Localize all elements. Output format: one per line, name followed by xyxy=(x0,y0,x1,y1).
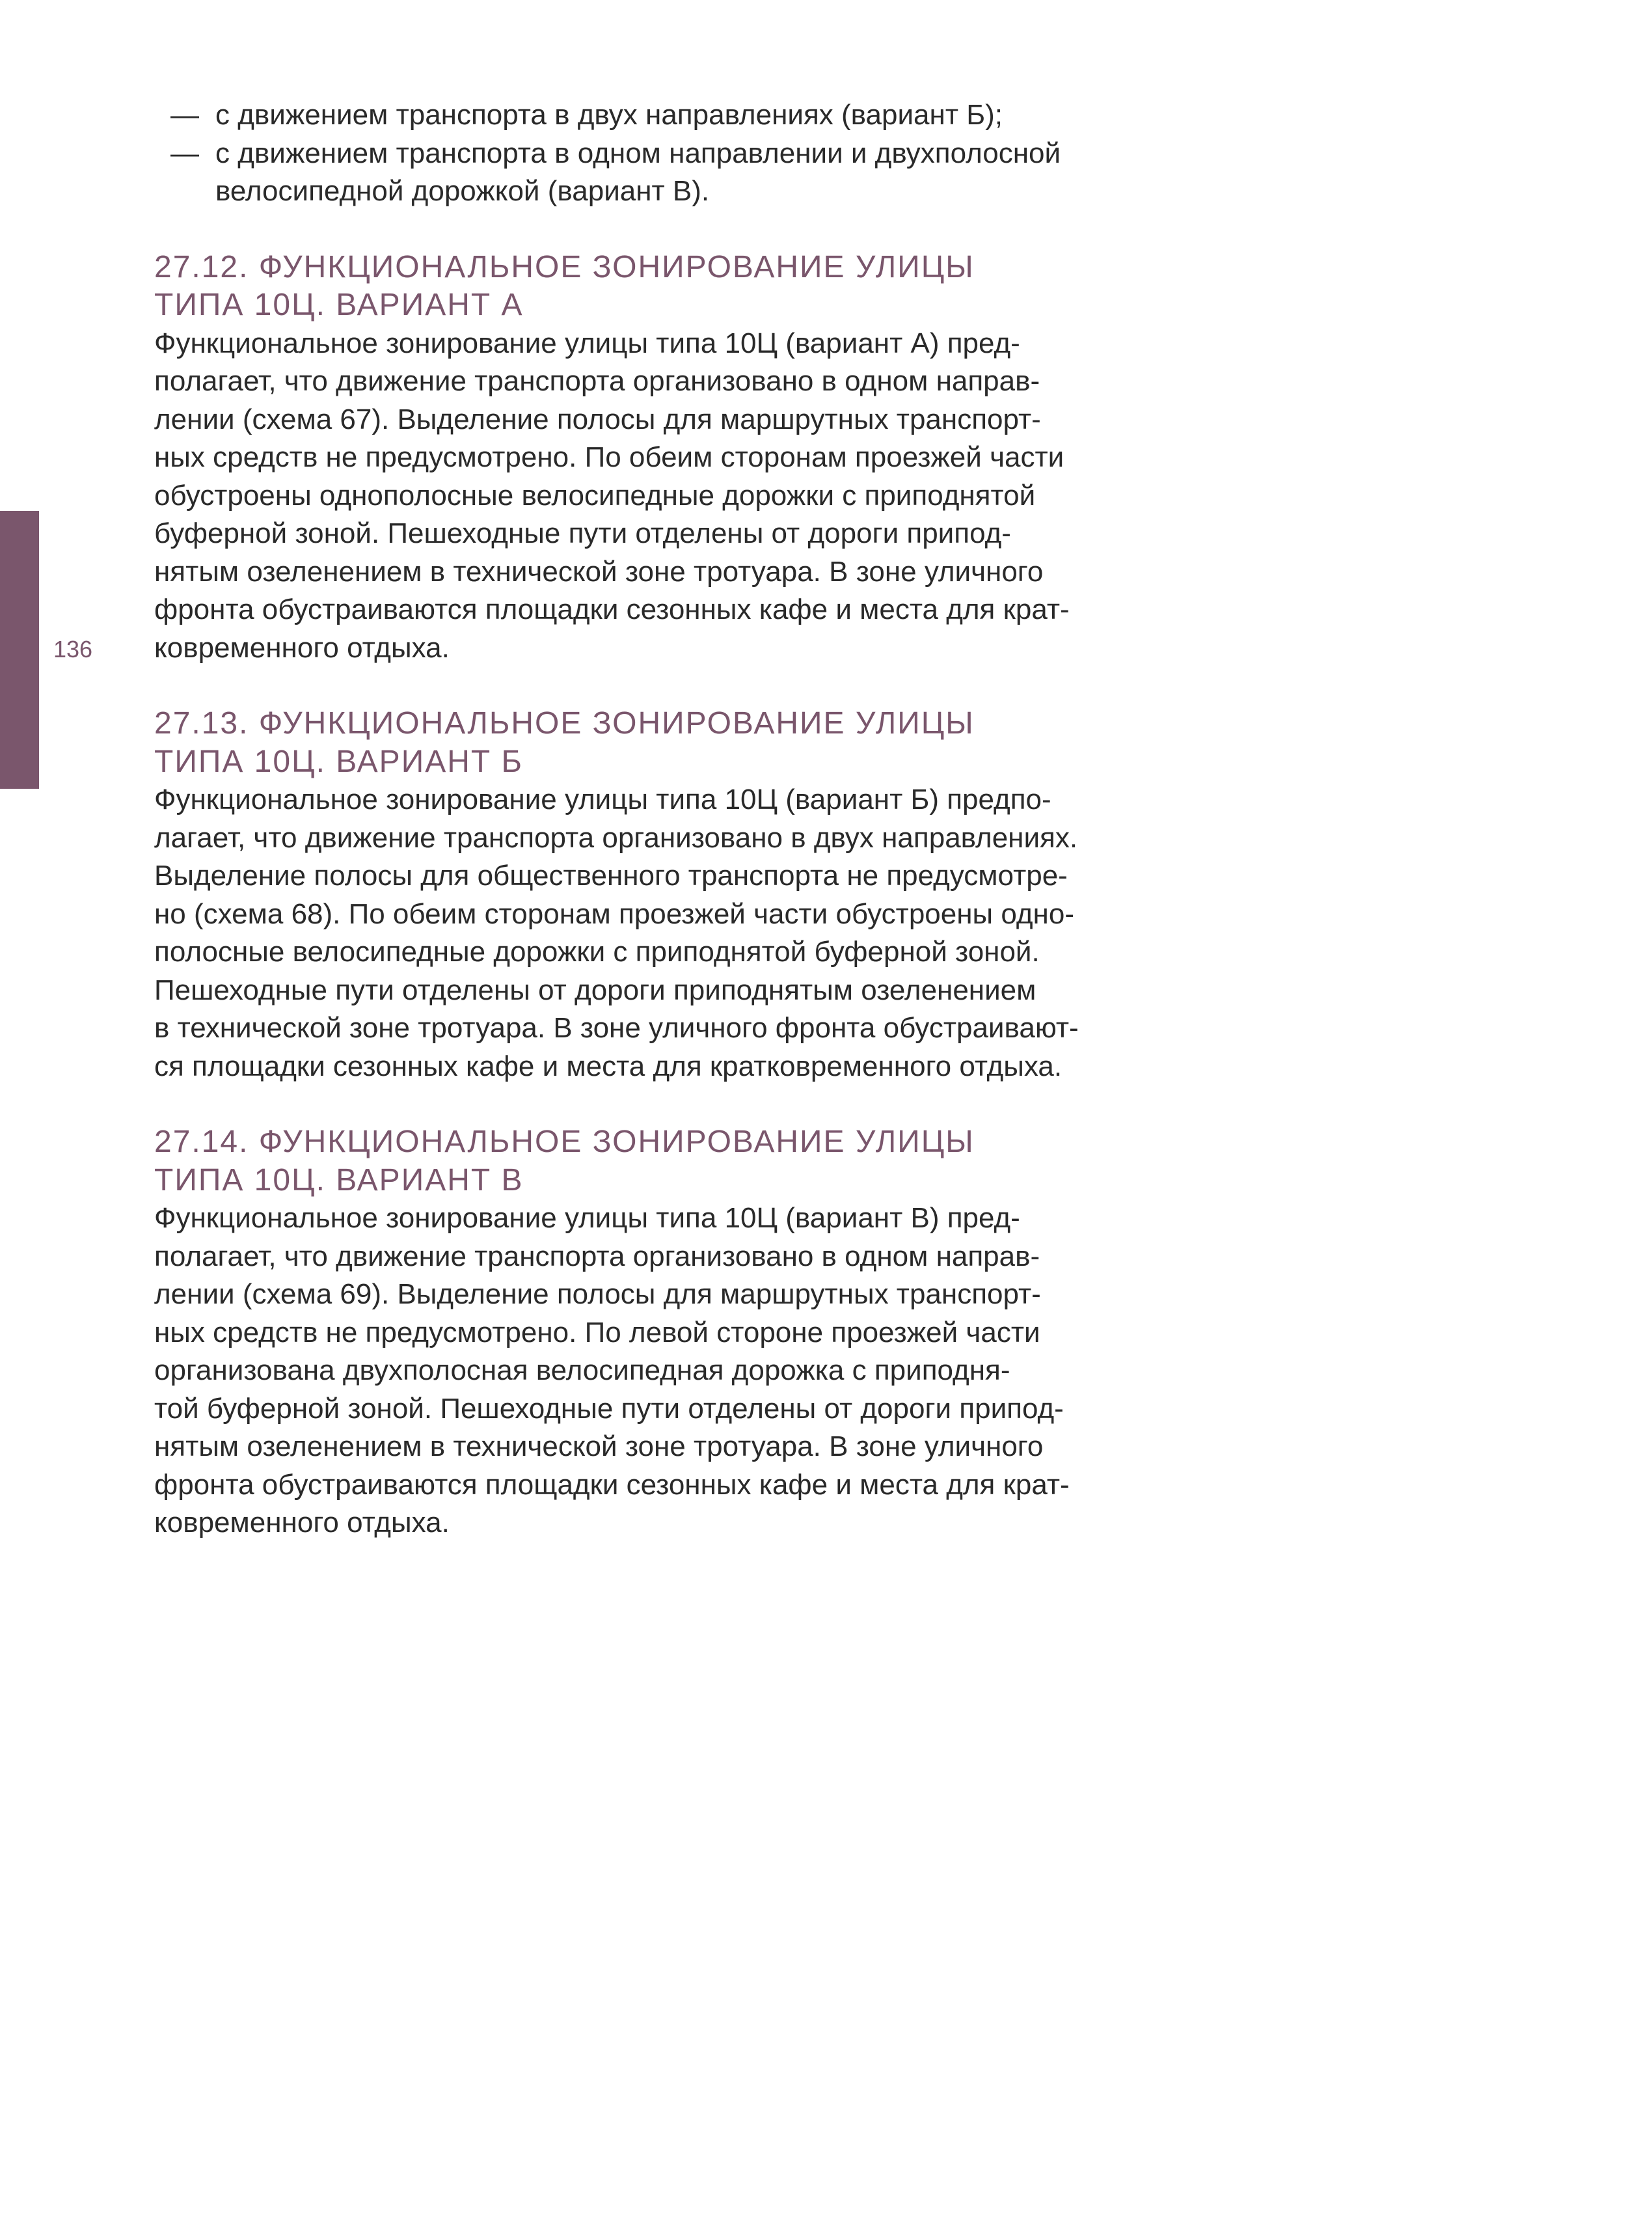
body-line: нятым озеленением в технической зоне тротуара. В зоне уличного xyxy=(154,1430,1044,1462)
body-line: лении (схема 69). Выделение полосы для маршрутных транспорт- xyxy=(154,1278,1041,1310)
section-27-12 xyxy=(154,249,1143,668)
body-line: полагает, что движение транспорта организовано в одном направ- xyxy=(154,365,1040,397)
body-line: Выделение полосы для общественного транспорта не предусмотре- xyxy=(154,860,1068,892)
body-line: полосные велосипедные дорожки с приподнятой буферной зоной. xyxy=(154,936,1040,968)
section-body xyxy=(154,325,1143,668)
body-line: Функциональное зонирование улицы типа 10Ц (вариант А) пред- xyxy=(154,327,1020,359)
bullet-item xyxy=(154,96,1143,135)
page-number: 136 xyxy=(53,636,93,663)
body-line: фронта обустраиваются площадки сезонных кафе и места для крат- xyxy=(154,594,1070,625)
body-line: буферной зоной. Пешеходные пути отделены от дороги припод- xyxy=(154,517,1011,549)
body-line: но (схема 68). По обеим сторонам проезжей части обустроены одно- xyxy=(154,897,1074,930)
body-line: полагает, что движение транспорта организовано в одном направ- xyxy=(154,1240,1040,1272)
body-line: фронта обустраиваются площадки сезонных кафе и места для крат- xyxy=(154,1468,1070,1501)
body-line: той буферной зоной. Пешеходные пути отделены от дороги припод- xyxy=(154,1392,1064,1425)
body-line: ся площадки сезонных кафе и места для кратковременного отдыха. xyxy=(154,1050,1063,1082)
bullet-text-line: с движением транспорта в двух направлениях (вариант Б); xyxy=(215,99,1003,131)
body-line: лении (схема 67). Выделение полосы для маршрутных транспорт- xyxy=(154,403,1041,435)
section-heading-line: 27.13. ФУНКЦИОНАЛЬНОЕ ЗОНИРОВАНИЕ УЛИЦЫ xyxy=(154,706,975,741)
bullet-list xyxy=(154,96,1143,211)
body-line: ных средств не предусмотрено. По левой стороне проезжей части xyxy=(154,1316,1040,1348)
body-line: Функциональное зонирование улицы типа 10Ц (вариант В) пред- xyxy=(154,1202,1020,1234)
body-line: ковременного отдыха. xyxy=(154,631,450,664)
text-column xyxy=(154,96,1143,1542)
dash-marker: — xyxy=(170,99,199,131)
section-27-14 xyxy=(154,1123,1143,1542)
section-heading-line: 27.14. ФУНКЦИОНАЛЬНОЕ ЗОНИРОВАНИЕ УЛИЦЫ xyxy=(154,1125,975,1159)
body-line: ковременного отдыха. xyxy=(154,1507,450,1538)
section-27-13 xyxy=(154,705,1143,1086)
body-line: Пешеходные пути отделены от дороги приподнятым озеленением xyxy=(154,974,1036,1006)
body-line: обустроены однополосные велосипедные дорожки с приподнятой xyxy=(154,479,1036,512)
bullet-text-line: велосипедной дорожкой (вариант В). xyxy=(215,175,710,207)
body-line: ных средств не предусмотрено. По обеим сторонам проезжей части xyxy=(154,441,1064,473)
bullet-text-line: с движением транспорта в одном направлении и двухполосной xyxy=(215,137,1061,169)
body-line: организована двухполосная велосипедная дорожка с приподня- xyxy=(154,1354,1010,1386)
section-heading-line: 27.12. ФУНКЦИОНАЛЬНОЕ ЗОНИРОВАНИЕ УЛИЦЫ xyxy=(154,249,975,284)
page-edge-tab xyxy=(0,511,39,789)
body-line: лагает, что движение транспорта организовано в двух направлениях. xyxy=(154,821,1078,854)
dash-marker: — xyxy=(170,137,199,169)
body-line: Функциональное зонирование улицы типа 10Ц (вариант Б) предпо- xyxy=(154,784,1051,815)
section-body xyxy=(154,781,1143,1086)
section-heading-line: ТИПА 10Ц. ВАРИАНТ В xyxy=(154,1162,524,1197)
bullet-item xyxy=(154,135,1143,211)
body-line: в технической зоне тротуара. В зоне уличного фронта обустраивают- xyxy=(154,1012,1079,1044)
section-heading-line: ТИПА 10Ц. ВАРИАНТ Б xyxy=(154,744,524,779)
body-line: нятым озеленением в технической зоне тротуара. В зоне уличного xyxy=(154,555,1044,588)
section-heading-line: ТИПА 10Ц. ВАРИАНТ А xyxy=(154,288,524,322)
section-body xyxy=(154,1199,1143,1542)
